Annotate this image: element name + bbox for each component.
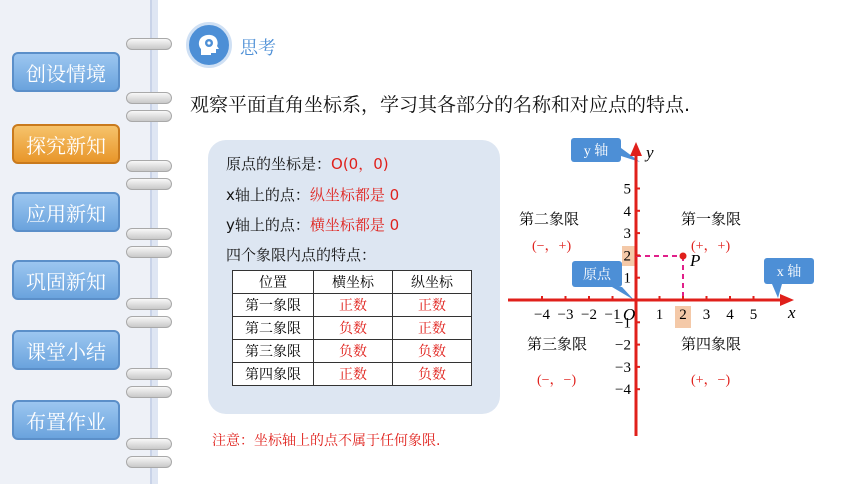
- table-cell: 正数: [393, 317, 472, 340]
- nav-item-6[interactable]: 布置作业: [12, 400, 120, 440]
- table-header: 纵坐标: [393, 271, 472, 294]
- table-cell: 第一象限: [233, 294, 314, 317]
- yaxis-label: y轴上的点：: [226, 216, 310, 234]
- y-tick-label: −4: [615, 382, 631, 399]
- nav-item-2[interactable]: 探究新知: [12, 124, 120, 164]
- table-cell: 第三象限: [233, 340, 314, 363]
- xaxis-value: 纵坐标都是 0: [309, 186, 400, 204]
- xaxis-label: x轴上的点：: [226, 186, 310, 204]
- y-axis-callout: [571, 138, 640, 162]
- origin-letter: O: [623, 305, 636, 324]
- y-tick-label: −1: [615, 315, 631, 332]
- q1-name: 第一象限: [681, 212, 742, 228]
- y-tick-label: 3: [623, 226, 631, 243]
- origin-label: 原点的坐标是：: [226, 155, 332, 173]
- note-text: 注意：坐标轴上的点不属于任何象限.: [212, 433, 441, 449]
- table-cell: 负数: [393, 363, 472, 386]
- table-header: 位置: [233, 271, 314, 294]
- q4-name: 第四象限: [681, 337, 742, 353]
- table-cell: 第二象限: [233, 317, 314, 340]
- yaxis-value: 横坐标都是 0: [309, 216, 400, 234]
- point-p: [680, 253, 687, 260]
- x-tick-label: 2: [679, 307, 687, 323]
- x-axis-callout: [764, 258, 814, 298]
- y-tick-label: 2: [623, 248, 631, 265]
- q4-signs: (+，−): [691, 373, 731, 388]
- y-axis-arrow: [630, 142, 642, 156]
- q3-signs: (−，−): [537, 373, 577, 388]
- section-title: 思考: [240, 38, 276, 59]
- origin-value: O(0，0): [331, 155, 389, 173]
- y-axis-callout-text: y 轴: [583, 144, 609, 159]
- x-tick-label: 3: [702, 307, 711, 323]
- q3-name: 第三象限: [527, 337, 588, 353]
- q1-signs: (+，+): [691, 239, 731, 254]
- q2-name: 第二象限: [519, 212, 580, 228]
- y-tick-label: −2: [615, 337, 631, 354]
- point-letter: P: [690, 251, 701, 270]
- x-letter: x: [788, 303, 796, 322]
- x-tick-label: −4: [534, 307, 550, 323]
- table-cell: 第四象限: [233, 363, 314, 386]
- nav-item-4[interactable]: 巩固新知: [12, 260, 120, 300]
- x-tick-label: 5: [749, 307, 758, 323]
- table-cell: 正数: [314, 363, 393, 386]
- y-letter: y: [646, 143, 654, 162]
- x-tick-label: 1: [655, 307, 664, 323]
- x-tick-label: 4: [726, 307, 734, 323]
- nav-item-5[interactable]: 课堂小结: [12, 330, 120, 370]
- prompt-text: 观察平面直角坐标系，学习其各部分的名称和对应点的特点.: [190, 94, 691, 116]
- table-header: 横坐标: [314, 271, 393, 294]
- q2-signs: (−，+): [532, 239, 572, 254]
- x-tick-label: −3: [557, 307, 574, 323]
- table-cell: 正数: [393, 294, 472, 317]
- origin-callout-text: 原点: [583, 268, 611, 283]
- nav-item-3[interactable]: 应用新知: [12, 192, 120, 232]
- x-tick-label: −2: [581, 307, 597, 323]
- y-tick-label: 4: [623, 203, 631, 220]
- table-cell: 正数: [314, 294, 393, 317]
- table-cell: 负数: [314, 340, 393, 363]
- table-cell: 负数: [393, 340, 472, 363]
- nav-item-1[interactable]: 创设情境: [12, 52, 120, 92]
- y-tick-label: 5: [623, 181, 631, 198]
- y-tick-label: −3: [615, 359, 631, 376]
- quadrant-heading: 四个象限内点的特点：: [226, 246, 377, 264]
- x-axis-callout-text: x 轴: [776, 265, 802, 280]
- table-cell: 负数: [314, 317, 393, 340]
- x-tick-label: −1: [604, 307, 621, 323]
- y-tick-label: 1: [623, 270, 631, 287]
